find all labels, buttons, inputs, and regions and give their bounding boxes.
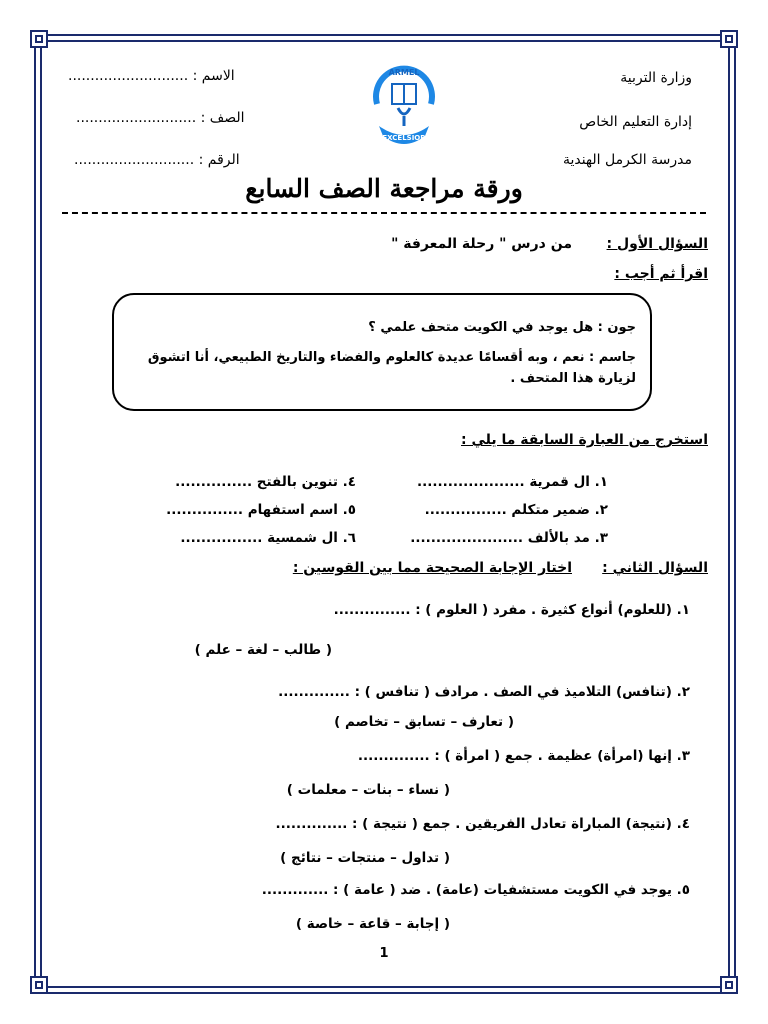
name-field: الاسم : ........................... [68, 68, 235, 84]
q2-item-question: ٣. إنها (امرأة) عظيمة . جمع ( امرأة ) : .............. [357, 748, 690, 764]
logo-text-bottom: EXCELSIOR [382, 134, 426, 142]
q2-item-options: ( تداول – منتجات – نتائج ) [280, 850, 450, 866]
q1-instruction: اقرأ ثم أجب : [614, 266, 708, 282]
logo-text-top: ARMEL [388, 68, 420, 77]
q2-instruction: اختار الإجابة الصحيحة مما بين القوسين : [292, 560, 572, 576]
department-name: إدارة التعليم الخاص [579, 114, 692, 130]
dashed-divider [62, 212, 706, 214]
extract-item: ٦. ال شمسية ................ [180, 530, 356, 546]
q2-item-question: ١. (للعلوم) أنواع كثيرة . مفرد ( العلوم ) : ............... [333, 602, 690, 618]
q2-item-question: ٢. (تنافس) التلاميذ في الصف . مرادف ( تنافس ) : .............. [278, 684, 690, 700]
page-number: 1 [379, 946, 389, 961]
passage-line: جاسم : نعم ، وبه أقسامًا عديدة كالعلوم والفضاء والتاريخ الطبيعي، أنا اتشوق لزيارة هذا المتحف . [147, 350, 636, 386]
extract-item: ١. ال قمرية ..................... [416, 474, 608, 490]
q2-item-options: ( طالب – لغة – علم ) [194, 642, 332, 658]
corner-ornament [30, 30, 48, 48]
q2-item-options: ( إجابة – قاعة – خاصة ) [295, 916, 450, 932]
corner-ornament [30, 976, 48, 994]
school-name: مدرسة الكرمل الهندية [562, 152, 692, 168]
extract-item: ٣. مد بالألف ...................... [410, 530, 608, 546]
number-field: الرقم : ........................... [74, 152, 240, 168]
page-title: ورقة مراجعة الصف السابع [245, 174, 523, 203]
extract-heading: استخرج من العبارة السابقة ما يلي : [461, 432, 708, 448]
passage-line: جون : هل يوجد في الكويت متحف علمي ؟ [368, 320, 636, 335]
corner-ornament [720, 976, 738, 994]
q2-item-options: ( نساء – بنات – معلمات ) [286, 782, 450, 798]
ministry-name: وزارة التربية [620, 70, 692, 86]
extract-item: ٤. تنوين بالفتح ............... [175, 474, 356, 490]
q2-item-options: ( تعارف – تسابق – تخاصم ) [334, 714, 514, 730]
q2-heading: السؤال الثاني : [602, 560, 708, 576]
extract-item: ٥. اسم استفهام ............... [166, 502, 356, 518]
q1-lesson: من درس " رحلة المعرفة " [391, 236, 572, 252]
reading-passage-box [112, 293, 652, 411]
class-field: الصف : ........................... [76, 110, 245, 126]
q2-item-question: ٥. يوجد في الكويت مستشفيات (عامة) . ضد ( عامة ) : ............. [261, 882, 690, 898]
q1-heading: السؤال الأول : [606, 236, 708, 252]
corner-ornament [720, 30, 738, 48]
extract-item: ٢. ضمير متكلم ................ [424, 502, 608, 518]
school-logo [365, 60, 443, 150]
q2-item-question: ٤. (نتيجة) المباراة تعادل الفريقين . جمع ( نتيجة ) : .............. [275, 816, 690, 832]
